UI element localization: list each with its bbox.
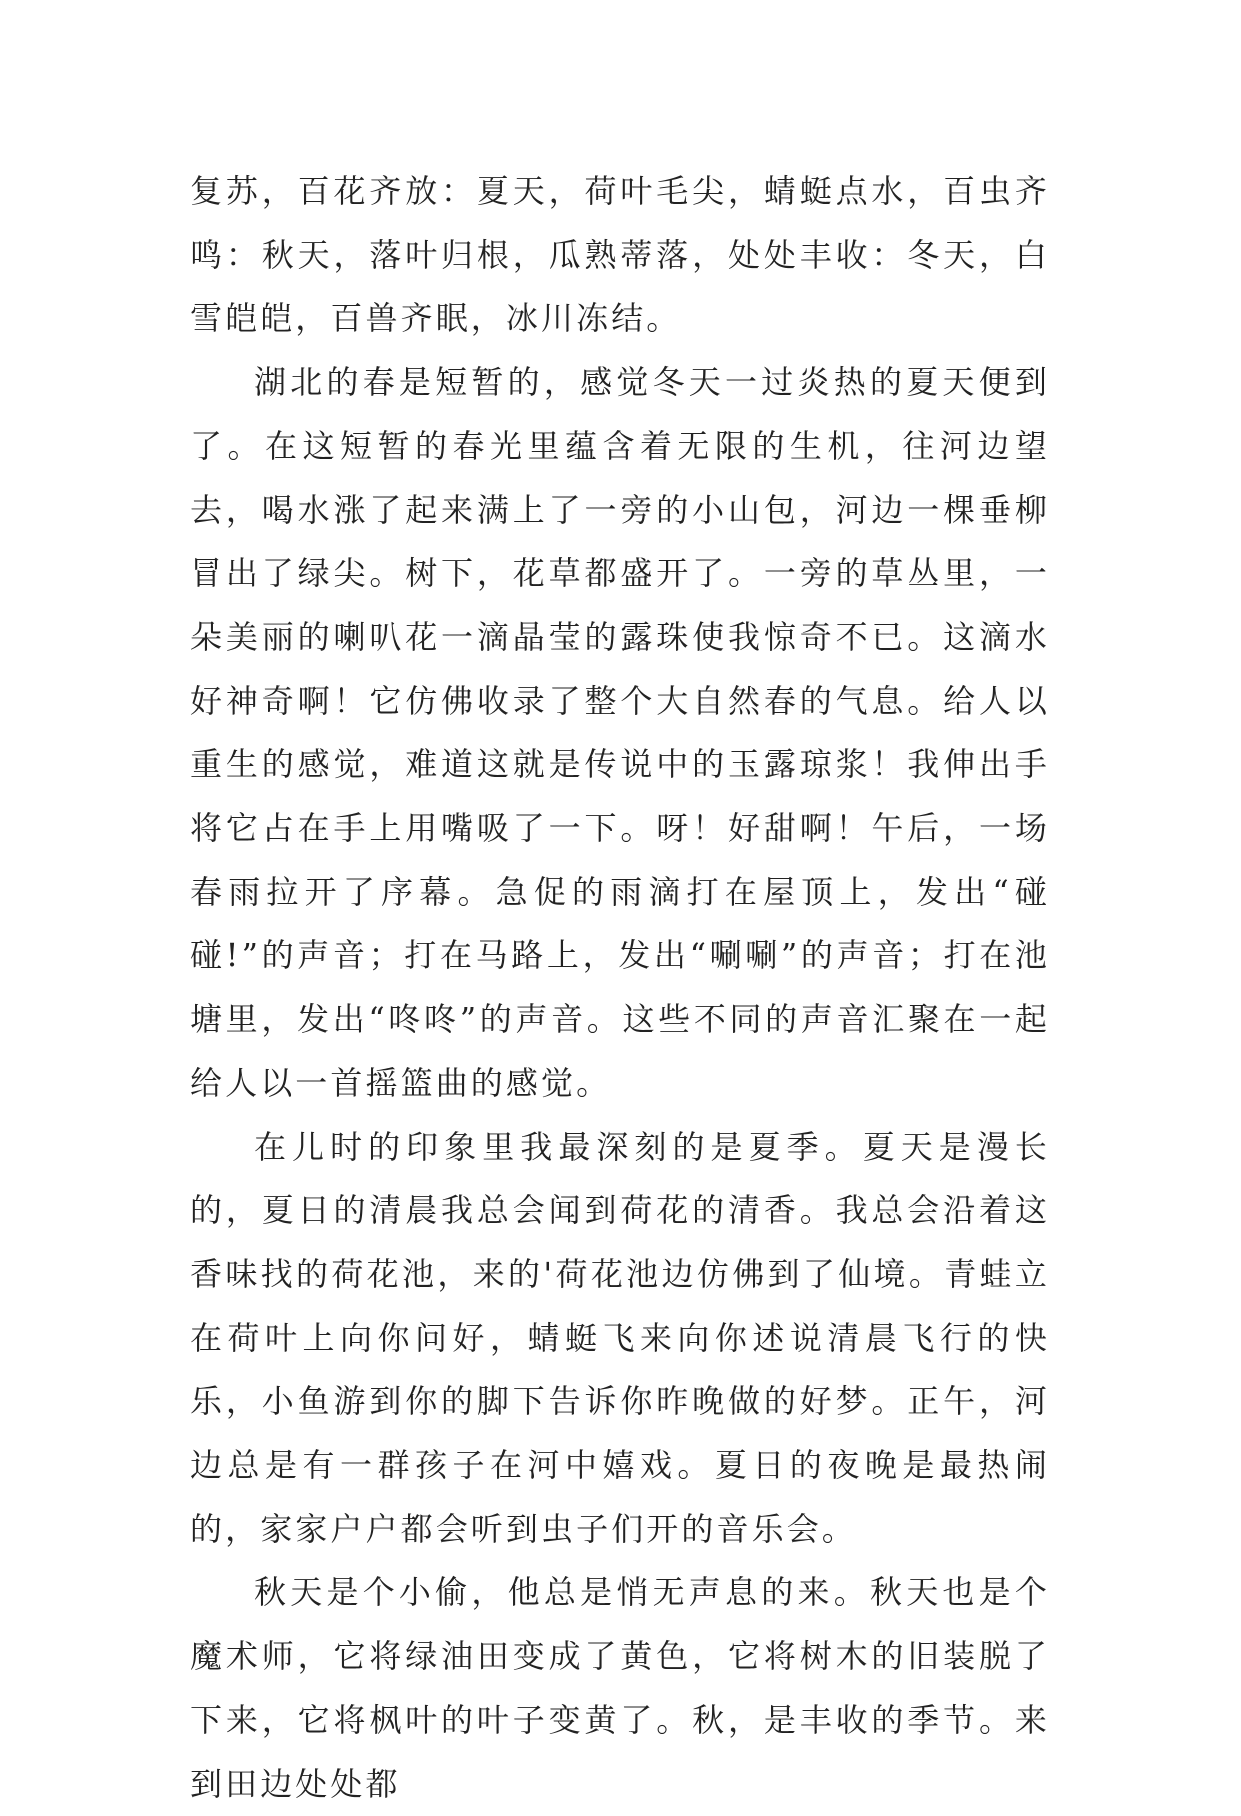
paragraph-3: 在儿时的印象里我最深刻的是夏季。夏天是漫长的，夏日的清晨我总会闻到荷花的清香。我总会沿着这香味找的荷花池，来的'荷花池边仿佛到了仙境。青蛙立在荷叶上向你问好，蜻蜓飞来向你述说清晨飞行的快乐，小鱼游到你的脚下告诉你昨晚做的好梦。正午，河边总是有一群孩子在河中嬉戏。夏日的夜晚是最热闹的，家家户户都会听到虫子们开的音乐会。: [190, 1127, 1050, 1548]
paragraph-4: 秋天是个小偷，他总是悄无声息的来。秋天也是个魔术师，它将绿油田变成了黄色，它将树木的旧装脱了下来，它将枫叶的叶子变黄了。秋，是丰收的季节。来到田边处处都: [190, 1573, 1050, 1803]
body-text: [190, 160, 1050, 1816]
paragraph-2: 湖北的春是短暂的，感觉冬天一过炎热的夏天便到了。在这短暂的春光里蕴含着无限的生机，往河边望去，喝水涨了起来满上了一旁的小山包，河边一棵垂柳冒出了绿尖。树下，花草都盛开了。一旁的草丛里，一朵美丽的喇叭花一滴晶莹的露珠使我惊奇不已。这滴水好神奇啊！它仿佛收录了整个大自然春的气息。给人以重生的感觉，难道这就是传说中的玉露琼浆！我伸出手将它占在手上用嘴吸了一下。呀！好甜啊！午后，一场春雨拉开了序幕。急促的雨滴打在屋顶上，发出“碰碰!”的声音；打在马路上，发出“唰唰”的声音；打在池塘里，发出“咚咚”的声音。这些不同的声音汇聚在一起给人以一首摇篮曲的感觉。: [190, 363, 1050, 1102]
paragraph-1: 复苏，百花齐放：夏天，荷叶毛尖，蜻蜓点水，百虫齐鸣：秋天，落叶归根，瓜熟蒂落，处处丰收：冬天，白雪皑皑，百兽齐眠，冰川冻结。: [190, 172, 1050, 338]
